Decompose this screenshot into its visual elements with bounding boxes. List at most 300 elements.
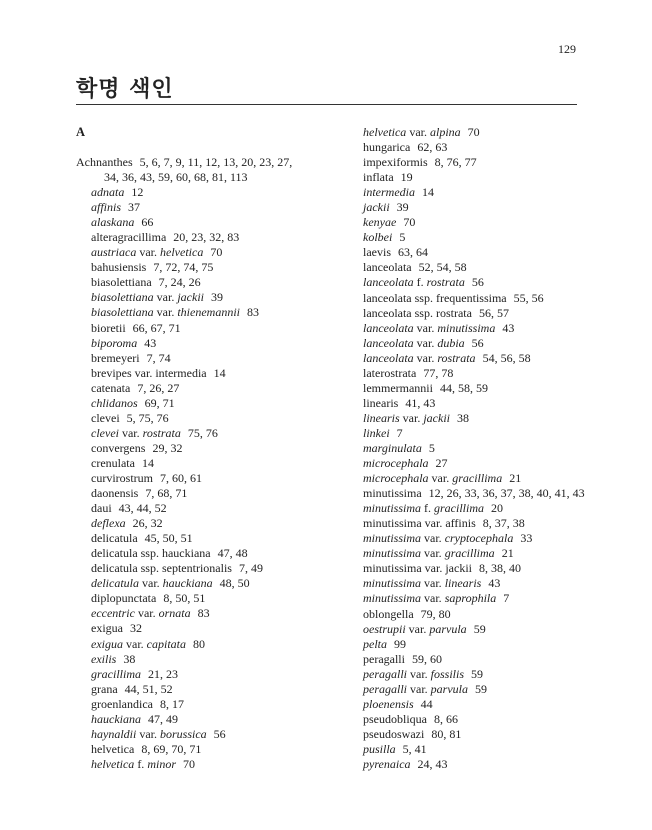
page-number: 129 (558, 42, 576, 56)
index-term (363, 275, 465, 289)
index-term (91, 667, 141, 681)
term-italic: minutissima (437, 320, 496, 335)
index-term (363, 486, 422, 500)
index-entry (348, 336, 588, 351)
term-roman: oblongella (363, 606, 414, 621)
index-entry (76, 591, 326, 606)
page-refs: 43 (502, 320, 515, 335)
term-italic: adnata (91, 185, 125, 200)
index-entry (348, 652, 588, 667)
page-refs: 5, 75, 76 (126, 410, 169, 425)
term-italic: gracillima (91, 666, 141, 681)
term-italic: kolbei (363, 230, 393, 245)
index-entry (348, 591, 588, 606)
index-term (91, 185, 124, 199)
index-term (363, 727, 424, 741)
index-term (91, 697, 153, 711)
index-entry (76, 652, 326, 667)
page-refs: 70 (467, 125, 480, 139)
index-entry (348, 637, 588, 652)
term-roman: bioretii (91, 320, 126, 335)
page-refs: 44 (420, 696, 433, 711)
page-refs: 14 (141, 455, 154, 470)
index-column-right (348, 125, 588, 772)
term-italic: helvetica (91, 756, 135, 771)
index-term (363, 291, 507, 305)
term-italic: ploenensis (363, 696, 414, 711)
term-roman: minutissima var. affinis (363, 516, 476, 531)
index-term (91, 336, 137, 350)
page-refs: 56 (213, 726, 226, 741)
page-refs: 54, 56, 58 (482, 350, 531, 365)
index-term (91, 546, 211, 560)
term-italic: austriaca (91, 245, 137, 260)
index-term (363, 441, 422, 455)
term-roman: grana (91, 681, 118, 696)
index-entry (348, 607, 588, 622)
term-italic: clevei (91, 425, 119, 440)
term-roman: f. (413, 275, 427, 290)
index-entry (76, 667, 326, 682)
term-roman: var. (139, 576, 163, 591)
index-term (91, 501, 112, 515)
index-entry (348, 682, 588, 697)
term-italic: minutissima (363, 501, 422, 516)
page-refs: 7, 72, 74, 75 (153, 260, 214, 275)
section-spacer (76, 140, 326, 155)
index-entry (76, 260, 326, 275)
page-title: 학명 색인 (76, 76, 174, 102)
index-term (91, 396, 138, 410)
page-refs: 24, 43 (417, 756, 448, 771)
term-italic: helvetica (160, 245, 204, 260)
index-entry (76, 606, 326, 621)
index-term (363, 351, 476, 365)
index-entry (76, 200, 326, 215)
term-roman: lanceolata (363, 260, 412, 275)
term-italic: gracillima (452, 471, 503, 486)
term-italic: eccentric (91, 606, 135, 621)
page-refs: 52, 54, 58 (418, 260, 467, 275)
term-italic: pusilla (363, 741, 396, 756)
page-refs: 56 (471, 335, 484, 350)
term-roman: hungarica (363, 140, 411, 155)
index-term (91, 215, 134, 229)
page-refs: 80, 81 (431, 726, 462, 741)
index-entry (76, 637, 326, 652)
index-entry (348, 125, 588, 140)
term-roman: var. (421, 576, 445, 591)
term-roman: var. (399, 410, 424, 425)
index-term (363, 757, 411, 771)
term-roman: var. (413, 335, 438, 350)
index-column-left (76, 125, 326, 772)
index-entry (76, 682, 326, 697)
term-italic: kenyae (363, 215, 397, 230)
page-refs: 5 (399, 230, 406, 245)
term-italic: biporoma (91, 335, 138, 350)
index-entry (76, 516, 326, 531)
page-refs: 63, 64 (398, 245, 428, 260)
term-roman: delicatula ssp. hauckiana (91, 546, 211, 561)
index-entry (348, 727, 588, 742)
term-italic: ornata (158, 606, 191, 621)
term-roman: curvirostrum (91, 470, 153, 485)
term-roman: var. (123, 636, 147, 651)
page-refs: 83 (197, 606, 210, 621)
index-entry (76, 290, 326, 305)
term-italic: alpina (429, 125, 461, 139)
index-entry (76, 381, 326, 396)
term-roman: var. (421, 531, 445, 546)
index-entry (76, 426, 326, 441)
term-italic: affinis (91, 200, 122, 215)
term-italic: chlidanos (91, 395, 138, 410)
term-roman: var. (406, 125, 430, 139)
index-term (363, 516, 476, 530)
index-entry (76, 411, 326, 426)
index-term (363, 667, 464, 681)
term-roman: minutissima var. jackii (363, 561, 472, 576)
index-term (91, 742, 134, 756)
index-term (363, 125, 461, 139)
term-italic: thienemannii (177, 305, 240, 320)
term-roman: var. (136, 245, 161, 260)
index-entry (348, 501, 588, 516)
term-italic: rostrata (437, 350, 476, 365)
index-term (91, 561, 232, 575)
term-italic: intermedia (363, 185, 415, 200)
index-term (91, 606, 191, 620)
term-italic: biasolettiana (91, 305, 154, 320)
index-entry (76, 275, 326, 290)
index-term (363, 366, 416, 380)
index-entry (76, 245, 326, 260)
index-entry (348, 426, 588, 441)
index-term (363, 140, 410, 154)
page-refs: 32 (130, 621, 142, 636)
term-roman: exigua (91, 621, 123, 636)
page-refs: 5 (428, 440, 435, 455)
term-roman: lanceolata ssp. rostrata (363, 305, 472, 320)
index-term (363, 396, 398, 410)
index-term (363, 546, 495, 560)
page-refs: 7, 26, 27 (137, 380, 180, 395)
page-refs: 48, 50 (219, 576, 250, 591)
term-roman: bahusiensis (91, 260, 147, 275)
index-entry (348, 757, 588, 772)
index-term (363, 742, 396, 756)
term-roman: laterostrata (363, 365, 417, 380)
index-entry (76, 396, 326, 411)
term-roman: var. (118, 425, 143, 440)
page-refs: 8, 38, 40 (478, 561, 521, 576)
term-italic: parvula (429, 621, 467, 636)
page-refs: 45, 50, 51 (144, 531, 193, 546)
term-italic: lanceolata (363, 350, 414, 365)
term-roman: delicatula ssp. septentrionalis (91, 561, 232, 576)
page-refs: 39 (396, 200, 409, 215)
index-term (363, 306, 472, 320)
term-italic: peragalli (363, 681, 407, 696)
index-entry (76, 321, 326, 336)
term-italic: linearis (363, 410, 400, 425)
page-refs: 27 (435, 456, 448, 471)
index-entry (348, 381, 588, 396)
term-italic: rostrata (142, 425, 181, 440)
index-entry (348, 411, 588, 426)
term-roman: var. (413, 350, 438, 365)
index-term (91, 637, 186, 651)
index-entry (348, 712, 588, 727)
index-term (363, 712, 427, 726)
page-refs: 56 (471, 275, 484, 290)
index-entry (76, 366, 326, 381)
index-term (91, 682, 118, 696)
term-roman: Achnanthes (76, 155, 133, 169)
page-refs: 5, 41 (402, 741, 427, 756)
page-refs: 7, 60, 61 (160, 470, 202, 485)
term-italic: lanceolata (363, 275, 414, 290)
page-refs: 8, 37, 38 (482, 516, 525, 531)
term-roman: f. (134, 756, 148, 771)
term-roman: groenlandica (91, 696, 153, 711)
index-entry (348, 456, 588, 471)
index-entry (76, 621, 326, 636)
term-roman: var. (136, 726, 160, 741)
page-refs: 43 (488, 576, 501, 591)
term-italic: borussica (160, 726, 207, 741)
page-refs: 12 (131, 185, 144, 200)
page-refs: 70 (210, 245, 223, 260)
term-roman: delicatula (91, 531, 138, 546)
term-roman: bremeyeri (91, 350, 140, 365)
term-roman: impexiformis (363, 155, 428, 170)
index-entry (76, 757, 326, 772)
index-term (363, 200, 390, 214)
index-term (91, 260, 146, 274)
term-italic: minutissima (363, 546, 422, 561)
page-refs: 5, 6, 7, 9, 11, 12, 13, 20, 23, 27, (139, 155, 293, 169)
index-entry (76, 351, 326, 366)
index-term (363, 652, 405, 666)
term-italic: minor (147, 756, 176, 771)
term-roman: var. (421, 546, 445, 561)
term-italic: deflexa (91, 516, 126, 531)
page-refs: 21 (501, 546, 514, 561)
term-roman: daui (91, 501, 112, 516)
section-letter: A (76, 125, 86, 139)
page-refs: 38 (123, 651, 136, 666)
index-term (363, 531, 513, 545)
index-entry (76, 486, 326, 501)
index-entry (348, 561, 588, 576)
term-roman: var. (428, 471, 453, 486)
page-refs: 19 (400, 170, 413, 185)
term-italic: cryptocephala (444, 531, 514, 546)
term-italic: fossilis (430, 666, 465, 681)
page-refs: 8, 69, 70, 71 (141, 741, 202, 756)
page-refs: 8, 66 (434, 711, 458, 726)
index-entry (76, 456, 326, 471)
index-entry (348, 516, 588, 531)
index-term (363, 230, 392, 244)
page-refs: 21, 23 (148, 666, 178, 681)
index-entry (348, 742, 588, 757)
index-term (363, 381, 433, 395)
index-entry (76, 185, 326, 200)
term-roman: minutissima (363, 486, 422, 501)
page-refs: 47, 48 (217, 546, 248, 561)
page-refs: 7, 24, 26 (158, 275, 201, 290)
index-term (363, 697, 414, 711)
index-term (91, 591, 156, 605)
index-term (91, 727, 207, 741)
page-refs: 14 (422, 185, 434, 200)
page-refs: 59 (473, 621, 486, 636)
term-roman: pseudoswazi (363, 726, 425, 741)
index-entry (348, 396, 588, 411)
term-italic: pelta (363, 636, 387, 651)
index-entry (348, 622, 588, 637)
index-entry (348, 230, 588, 245)
page-refs: 33 (520, 531, 533, 546)
page-refs: 80 (193, 636, 205, 651)
index-term (91, 381, 130, 395)
index-term (91, 576, 213, 590)
index-term (91, 305, 240, 319)
term-roman: catenata (91, 380, 131, 395)
index-entry (76, 336, 326, 351)
term-roman: inflata (363, 170, 394, 185)
index-term (91, 411, 120, 425)
index-term (363, 185, 415, 199)
term-italic: dubia (437, 335, 465, 350)
index-entry (348, 306, 588, 321)
index-entry (348, 170, 588, 185)
index-term (91, 652, 116, 666)
page-refs: 66, 67, 71 (132, 320, 181, 335)
index-entry (348, 321, 588, 336)
page-refs: 7 (396, 425, 403, 440)
index-entry (348, 486, 588, 501)
term-roman: var. (407, 666, 431, 681)
index-term (76, 155, 133, 169)
index-entry (76, 441, 326, 456)
index-term (91, 290, 204, 304)
term-italic: biasolettiana (91, 290, 154, 305)
page-refs: 37 (128, 200, 141, 215)
page-refs: 39 (211, 290, 223, 305)
term-roman: clevei (91, 410, 120, 425)
term-roman: f. (421, 501, 435, 516)
index-entry (76, 501, 326, 516)
page-refs: 12, 26, 33, 36, 37, 38, 40, 41, 43 (428, 486, 585, 501)
index-entry (348, 576, 588, 591)
index-term (363, 336, 465, 350)
index-entry (348, 667, 588, 682)
term-roman: var. (134, 606, 159, 621)
right-entries (348, 125, 588, 772)
term-italic: gracillima (444, 546, 495, 561)
page-refs: 8, 76, 77 (434, 155, 477, 170)
index-entry (348, 260, 588, 275)
index-term (91, 245, 203, 259)
page-refs: 43, 44, 52 (118, 501, 167, 516)
term-italic: microcephala (363, 471, 429, 486)
page-refs: 59 (471, 666, 484, 681)
term-roman: crenulata (91, 455, 135, 470)
term-italic: pyrenaica (363, 756, 411, 771)
index-entry (76, 712, 326, 727)
index-term (91, 366, 207, 380)
index-term (91, 321, 126, 335)
term-italic: marginulata (363, 440, 422, 455)
index-term (363, 215, 396, 229)
index-entry (76, 697, 326, 712)
term-roman: daonensis (91, 486, 139, 501)
term-roman: laevis (363, 245, 391, 260)
term-italic: microcephala (363, 456, 429, 471)
term-roman: var. (421, 591, 445, 606)
page-refs: 7 (503, 591, 510, 606)
index-entry (76, 471, 326, 486)
index-term (91, 757, 176, 771)
index-term (91, 441, 145, 455)
index-entry (76, 742, 326, 757)
index-entry (76, 531, 326, 546)
term-italic: lanceolata (363, 335, 414, 350)
index-term (363, 471, 502, 485)
term-italic: exigua (91, 636, 123, 651)
page-refs: 7, 49 (238, 561, 263, 576)
term-roman: peragalli (363, 651, 405, 666)
page-refs: 7, 68, 71 (145, 486, 188, 501)
index-entry-genus (76, 155, 326, 170)
term-roman: helvetica (91, 741, 135, 756)
term-roman: var. (153, 290, 178, 305)
left-entries (76, 155, 326, 772)
page-refs: 55, 56 (513, 290, 544, 305)
page-refs: 8, 50, 51 (163, 591, 206, 606)
index-entry (348, 531, 588, 546)
term-roman: lanceolata ssp. frequentissima (363, 290, 507, 305)
term-italic: hauckiana (91, 711, 141, 726)
page-refs: 70 (182, 756, 195, 771)
term-italic: minutissima (363, 531, 422, 546)
term-roman: linearis (363, 395, 399, 410)
index-term (91, 426, 181, 440)
page-refs: 43 (144, 335, 157, 350)
page-refs: 26, 32 (132, 516, 163, 531)
index-term (91, 531, 138, 545)
index-term (363, 501, 484, 515)
index-entry-continuation: 34, 36, 43, 59, 60, 68, 81, 113 (104, 170, 248, 185)
term-roman: alteragracillima (91, 230, 167, 245)
term-italic: minutissima (363, 576, 422, 591)
page-refs: 75, 76 (187, 425, 218, 440)
page-refs: 99 (394, 636, 406, 651)
index-entry (76, 305, 326, 320)
index-term (91, 456, 135, 470)
page-refs: 41, 43 (405, 395, 436, 410)
index-term (363, 245, 391, 259)
term-italic: exilis (91, 651, 117, 666)
page-refs: 77, 78 (423, 365, 454, 380)
index-entry (348, 546, 588, 561)
term-italic: delicatula (91, 576, 139, 591)
index-term (363, 321, 495, 335)
